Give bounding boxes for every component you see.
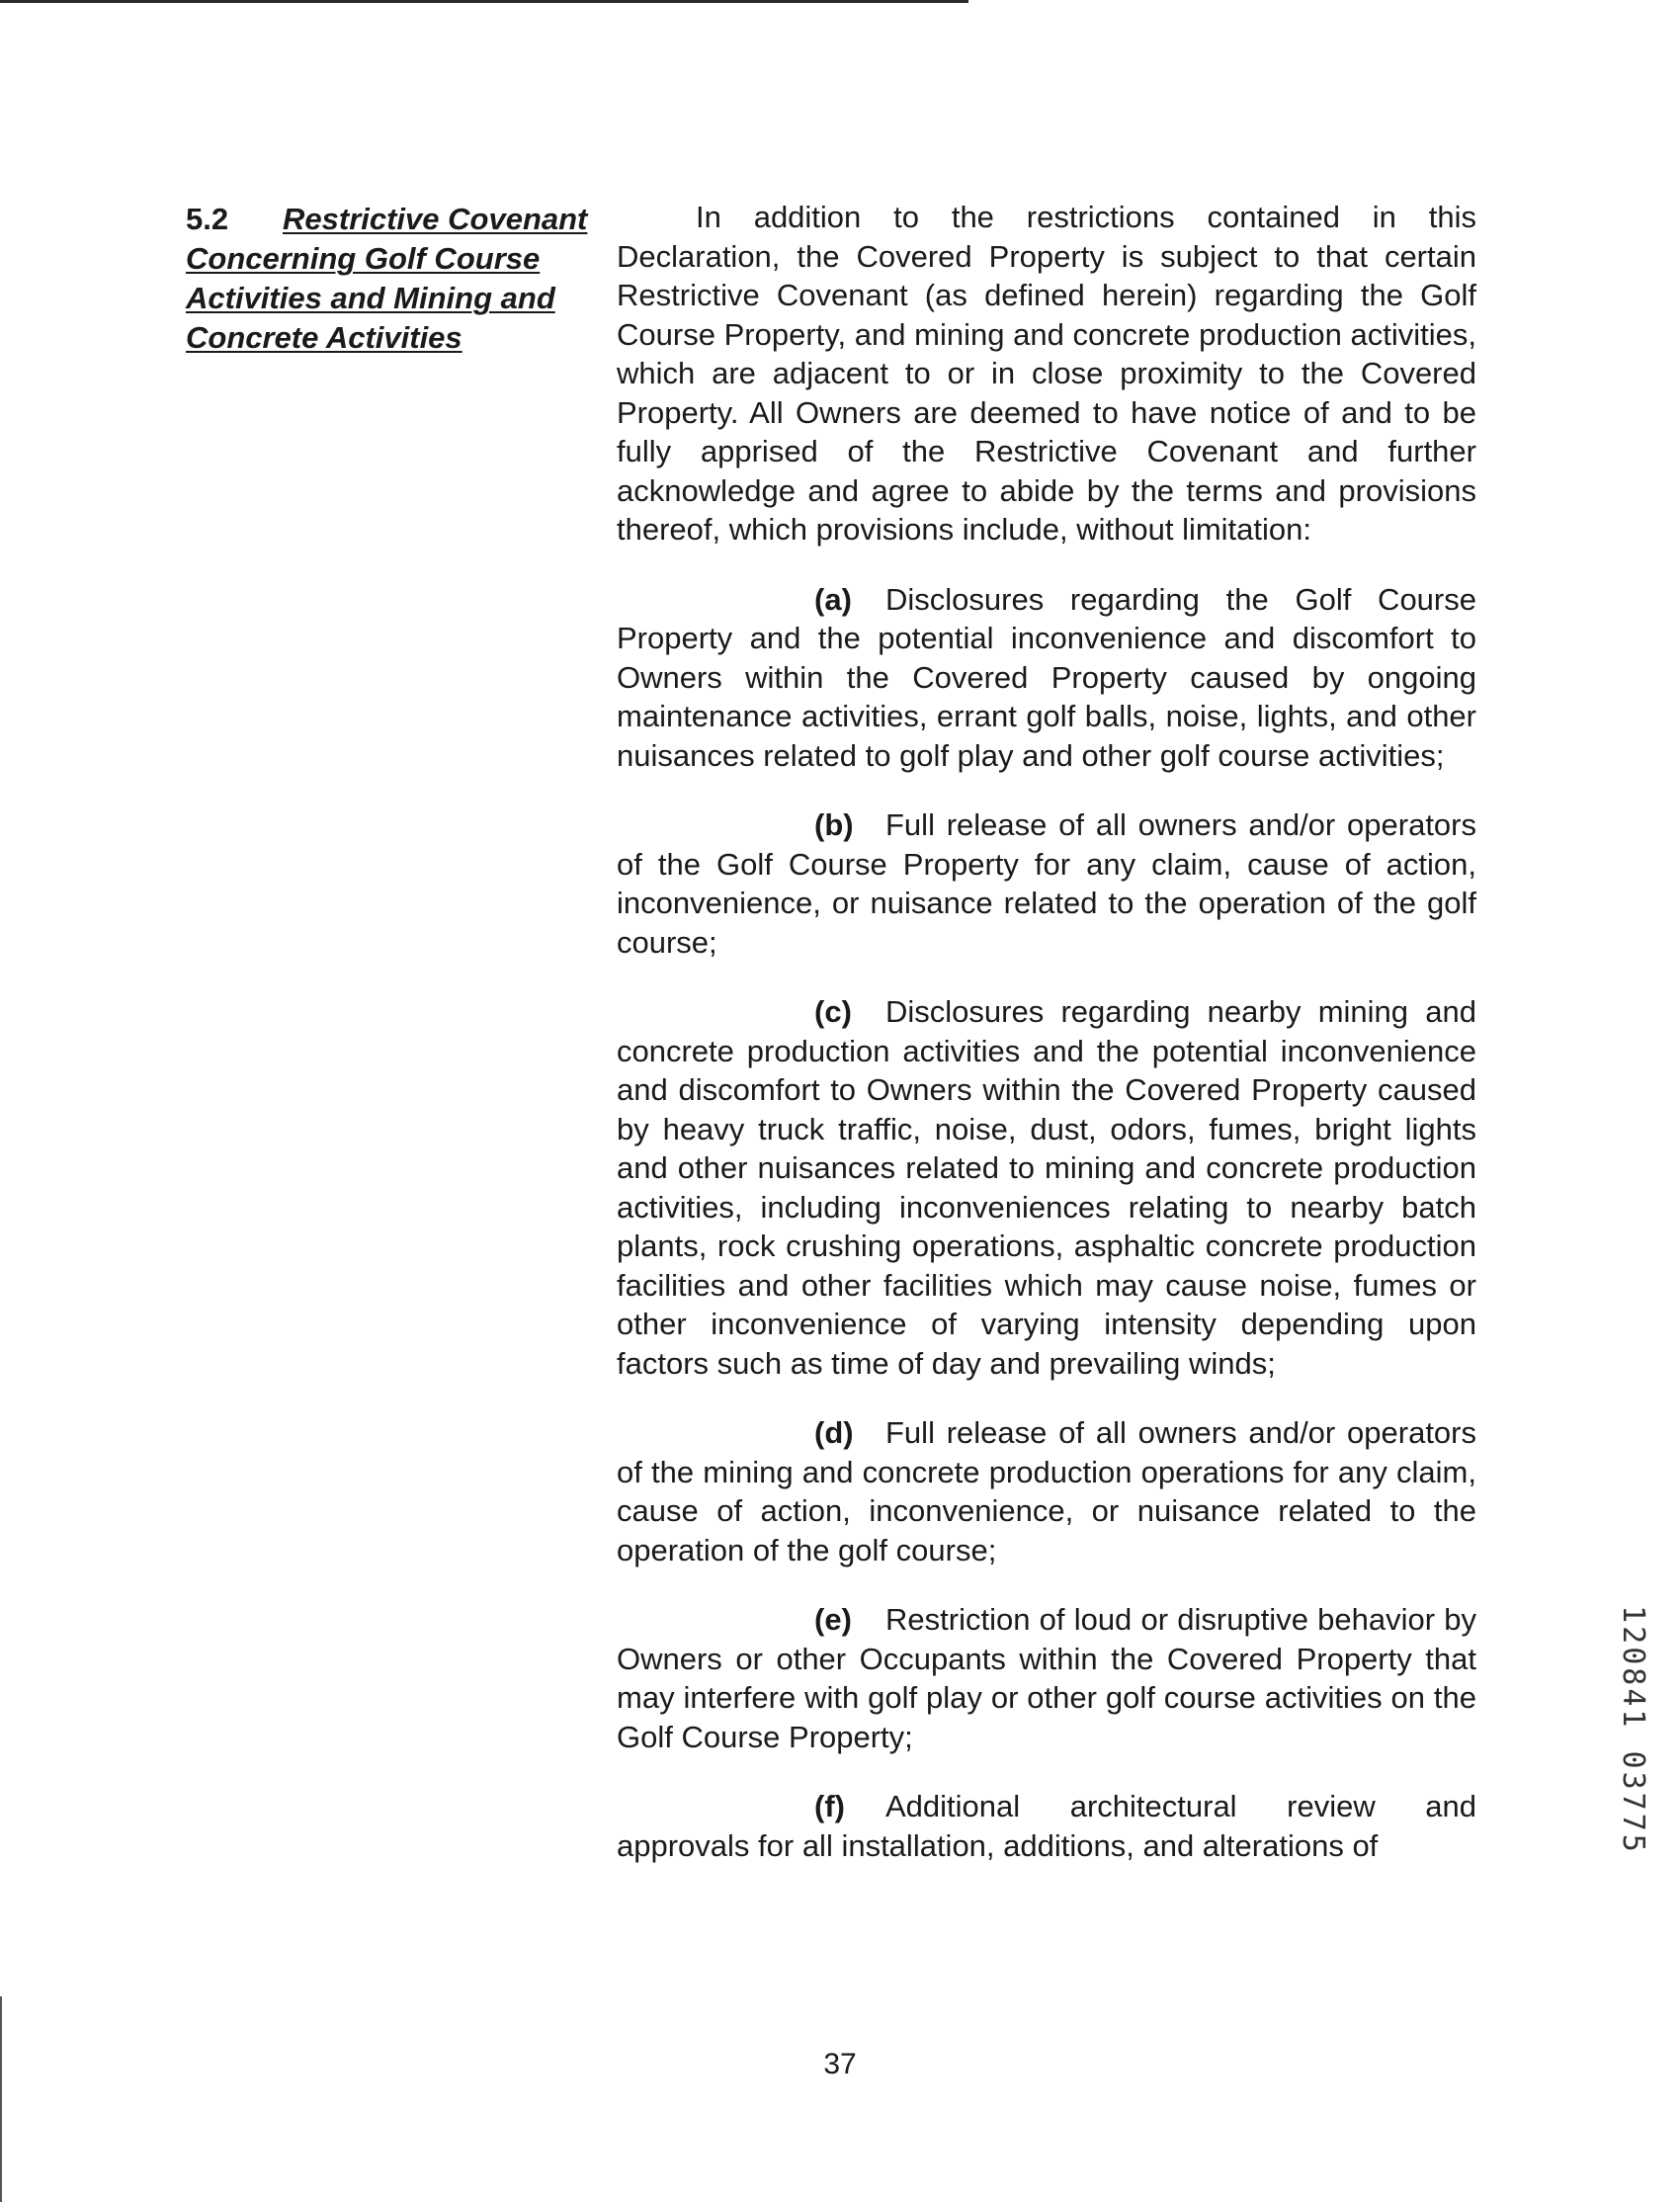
page-number: 37: [823, 2048, 857, 2080]
section-body: [617, 198, 1476, 1896]
item-label: (c): [814, 994, 852, 1029]
list-item-c: [617, 992, 1476, 1383]
scan-edge-top: [0, 0, 968, 3]
item-label: (a): [814, 581, 852, 617]
item-text: Disclosures regarding nearby mining and concrete production activities and the potential inconvenience and discomfort to Owners within the Covered Property caused by heavy truck traffic, noise, dust, odors, fumes, bright lights and other nuisances related to mining and concrete production activities, including inconveniences relating to nearby batch plants, rock crushing operations, asphaltic concrete production facilities and other facilities which may cause noise, fumes or other inconvenience of varying intensity depending upon factors such as time of day and prevailing winds;: [617, 994, 1476, 1381]
item-text: Additional architectural review and approvals for all installation, additions, and alterations of: [617, 1789, 1476, 1863]
scan-edge-left: [0, 1996, 2, 2202]
list-item-a: [617, 580, 1476, 776]
item-text: Full release of all owners and/or operators of the mining and concrete production operations for any claim, cause of action, inconvenience, or nuisance related to the operation of the golf course;: [617, 1415, 1476, 1567]
item-label: (d): [814, 1415, 854, 1450]
item-text: Disclosures regarding the Golf Course Property and the potential inconvenience and discomfort to Owners within the Covered Property caused by ongoing maintenance activities, errant golf balls, noise, lights, and other nuisances related to golf play and other golf course activities;: [617, 581, 1476, 773]
item-label: (e): [814, 1602, 852, 1637]
recording-number: 120841 03775: [1615, 1604, 1650, 1855]
item-text: Restriction of loud or disruptive behavior by Owners or other Occupants within the Covered Property that may interfere with golf play or other golf course activities on the Golf Course Property;: [617, 1602, 1476, 1754]
section-number: 5.2: [186, 202, 229, 236]
list-item-f: [617, 1787, 1476, 1865]
item-label: (b): [814, 807, 854, 842]
item-label: (f): [814, 1789, 845, 1823]
list-item-e: [617, 1600, 1476, 1756]
item-text: Full release of all owners and/or operators of the Golf Course Property for any claim, cause of action, inconvenience, or nuisance related to the operation of the golf course;: [617, 807, 1476, 960]
section-heading: [186, 200, 601, 358]
section-title: Restrictive Covenant Concerning Golf Course Activities and Mining and Concrete Activities: [186, 202, 588, 355]
list-item-d: [617, 1413, 1476, 1569]
recording-stamp: [1613, 1591, 1652, 1868]
intro-paragraph: In addition to the restrictions contained in this Declaration, the Covered Property is subject to that certain Restrictive Covenant (as defined herein) regarding the Golf Course Property, and mining and concrete production activities, which are adjacent to or in close proximity to the Covered Property. All Owners are deemed to have notice of and to be fully apprised of the Restrictive Covenant and further acknowledge and agree to abide by the terms and provisions thereof, which provisions include, without limitation:: [617, 200, 1476, 547]
list-item-b: [617, 805, 1476, 962]
